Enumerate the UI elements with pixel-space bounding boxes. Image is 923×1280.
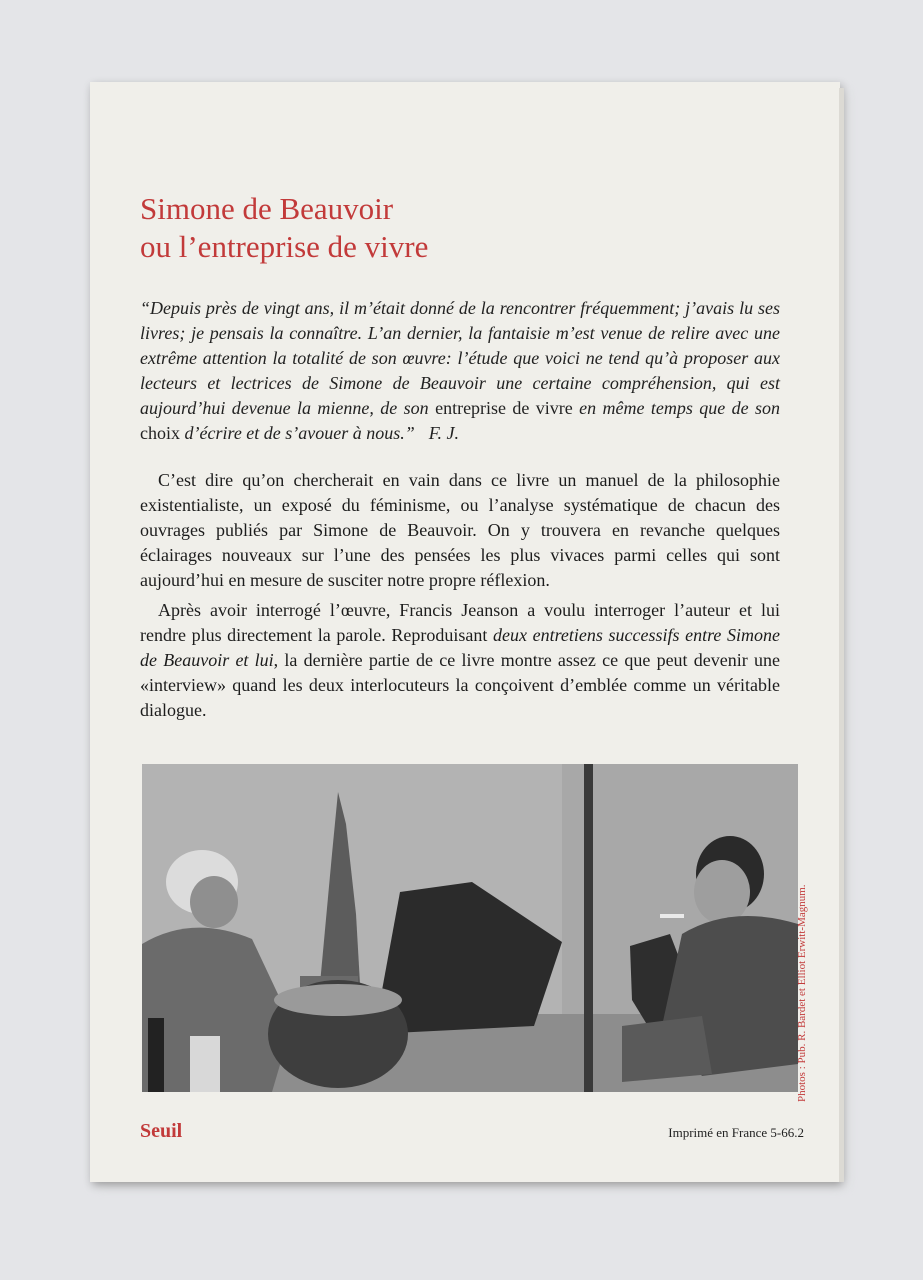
publisher-name: Seuil: [140, 1120, 183, 1142]
page-edge: [839, 88, 844, 1182]
quote-signature: F. J.: [428, 423, 459, 443]
interview-photo: [142, 764, 798, 1092]
blurb-p2-text-b: , la dernière partie de ce livre montre assez ce que peut devenir une «interview» quand les deux interlocuteurs la conçoivent d’emblée comme un véritable dialogue.: [140, 650, 780, 720]
blurb-p2-text-a: Après avoir interrogé l’œuvre, Francis Jeanson a voulu interroger l’auteur et lui rendre plus directement la parole. Reproduisant: [140, 600, 780, 645]
blurb-body: [140, 468, 780, 728]
quote-text-3: d’écrire et de s’avouer à nous.”: [184, 423, 415, 443]
blurb-p2-italic: deux entretiens successifs entre Simone de Beauvoir et lui: [140, 625, 780, 670]
photo-credit: Photos : Pub. R. Bardet et Elliot Erwitt-Magnum.: [796, 884, 808, 1102]
title-line-1: Simone de Beauvoir: [140, 191, 394, 226]
blurb-paragraph-1: C’est dire qu’on chercherait en vain dans ce livre un manuel de la philosophie existentialiste, un exposé du féminisme, ou l’analyse systématique de chacun des ouvrages publiés par Simone de Beauvoir. On y trouvera en revanche quelques éclairages nouveaux sur l’une des pensées les plus vivaces parmi celles qui sont aujourd’hui en mesure de susciter notre propre réflexion.: [140, 470, 780, 590]
printing-note: Imprimé en France 5-66.2: [668, 1125, 804, 1140]
quote-roman-1: entreprise de vivre: [435, 398, 573, 418]
title-line-2: ou l’entreprise de vivre: [140, 229, 429, 264]
quote-roman-2: choix: [140, 423, 180, 443]
photo-illustration: [142, 764, 798, 1092]
author-quote: [140, 296, 780, 446]
quote-text-1: “Depuis près de vingt ans, il m’était donné de la rencontrer fréquemment; j’avais lu ses livres; je pensais la connaître. L’an dernier, la fantaisie m’est venue de relire avec une extrême attention la totalité de son œuvre: l’étude que voici ne tend qu’à proposer aux lecteurs et lectrices de Simone de Beauvoir une certaine compréhension, qui est aujourd’hui devenue la mienne, de son: [140, 298, 780, 418]
book-back-cover: [90, 82, 840, 1182]
book-title: [140, 190, 428, 266]
blurb-paragraph-2: [140, 598, 780, 723]
quote-text-2: en même temps que de son: [579, 398, 781, 418]
